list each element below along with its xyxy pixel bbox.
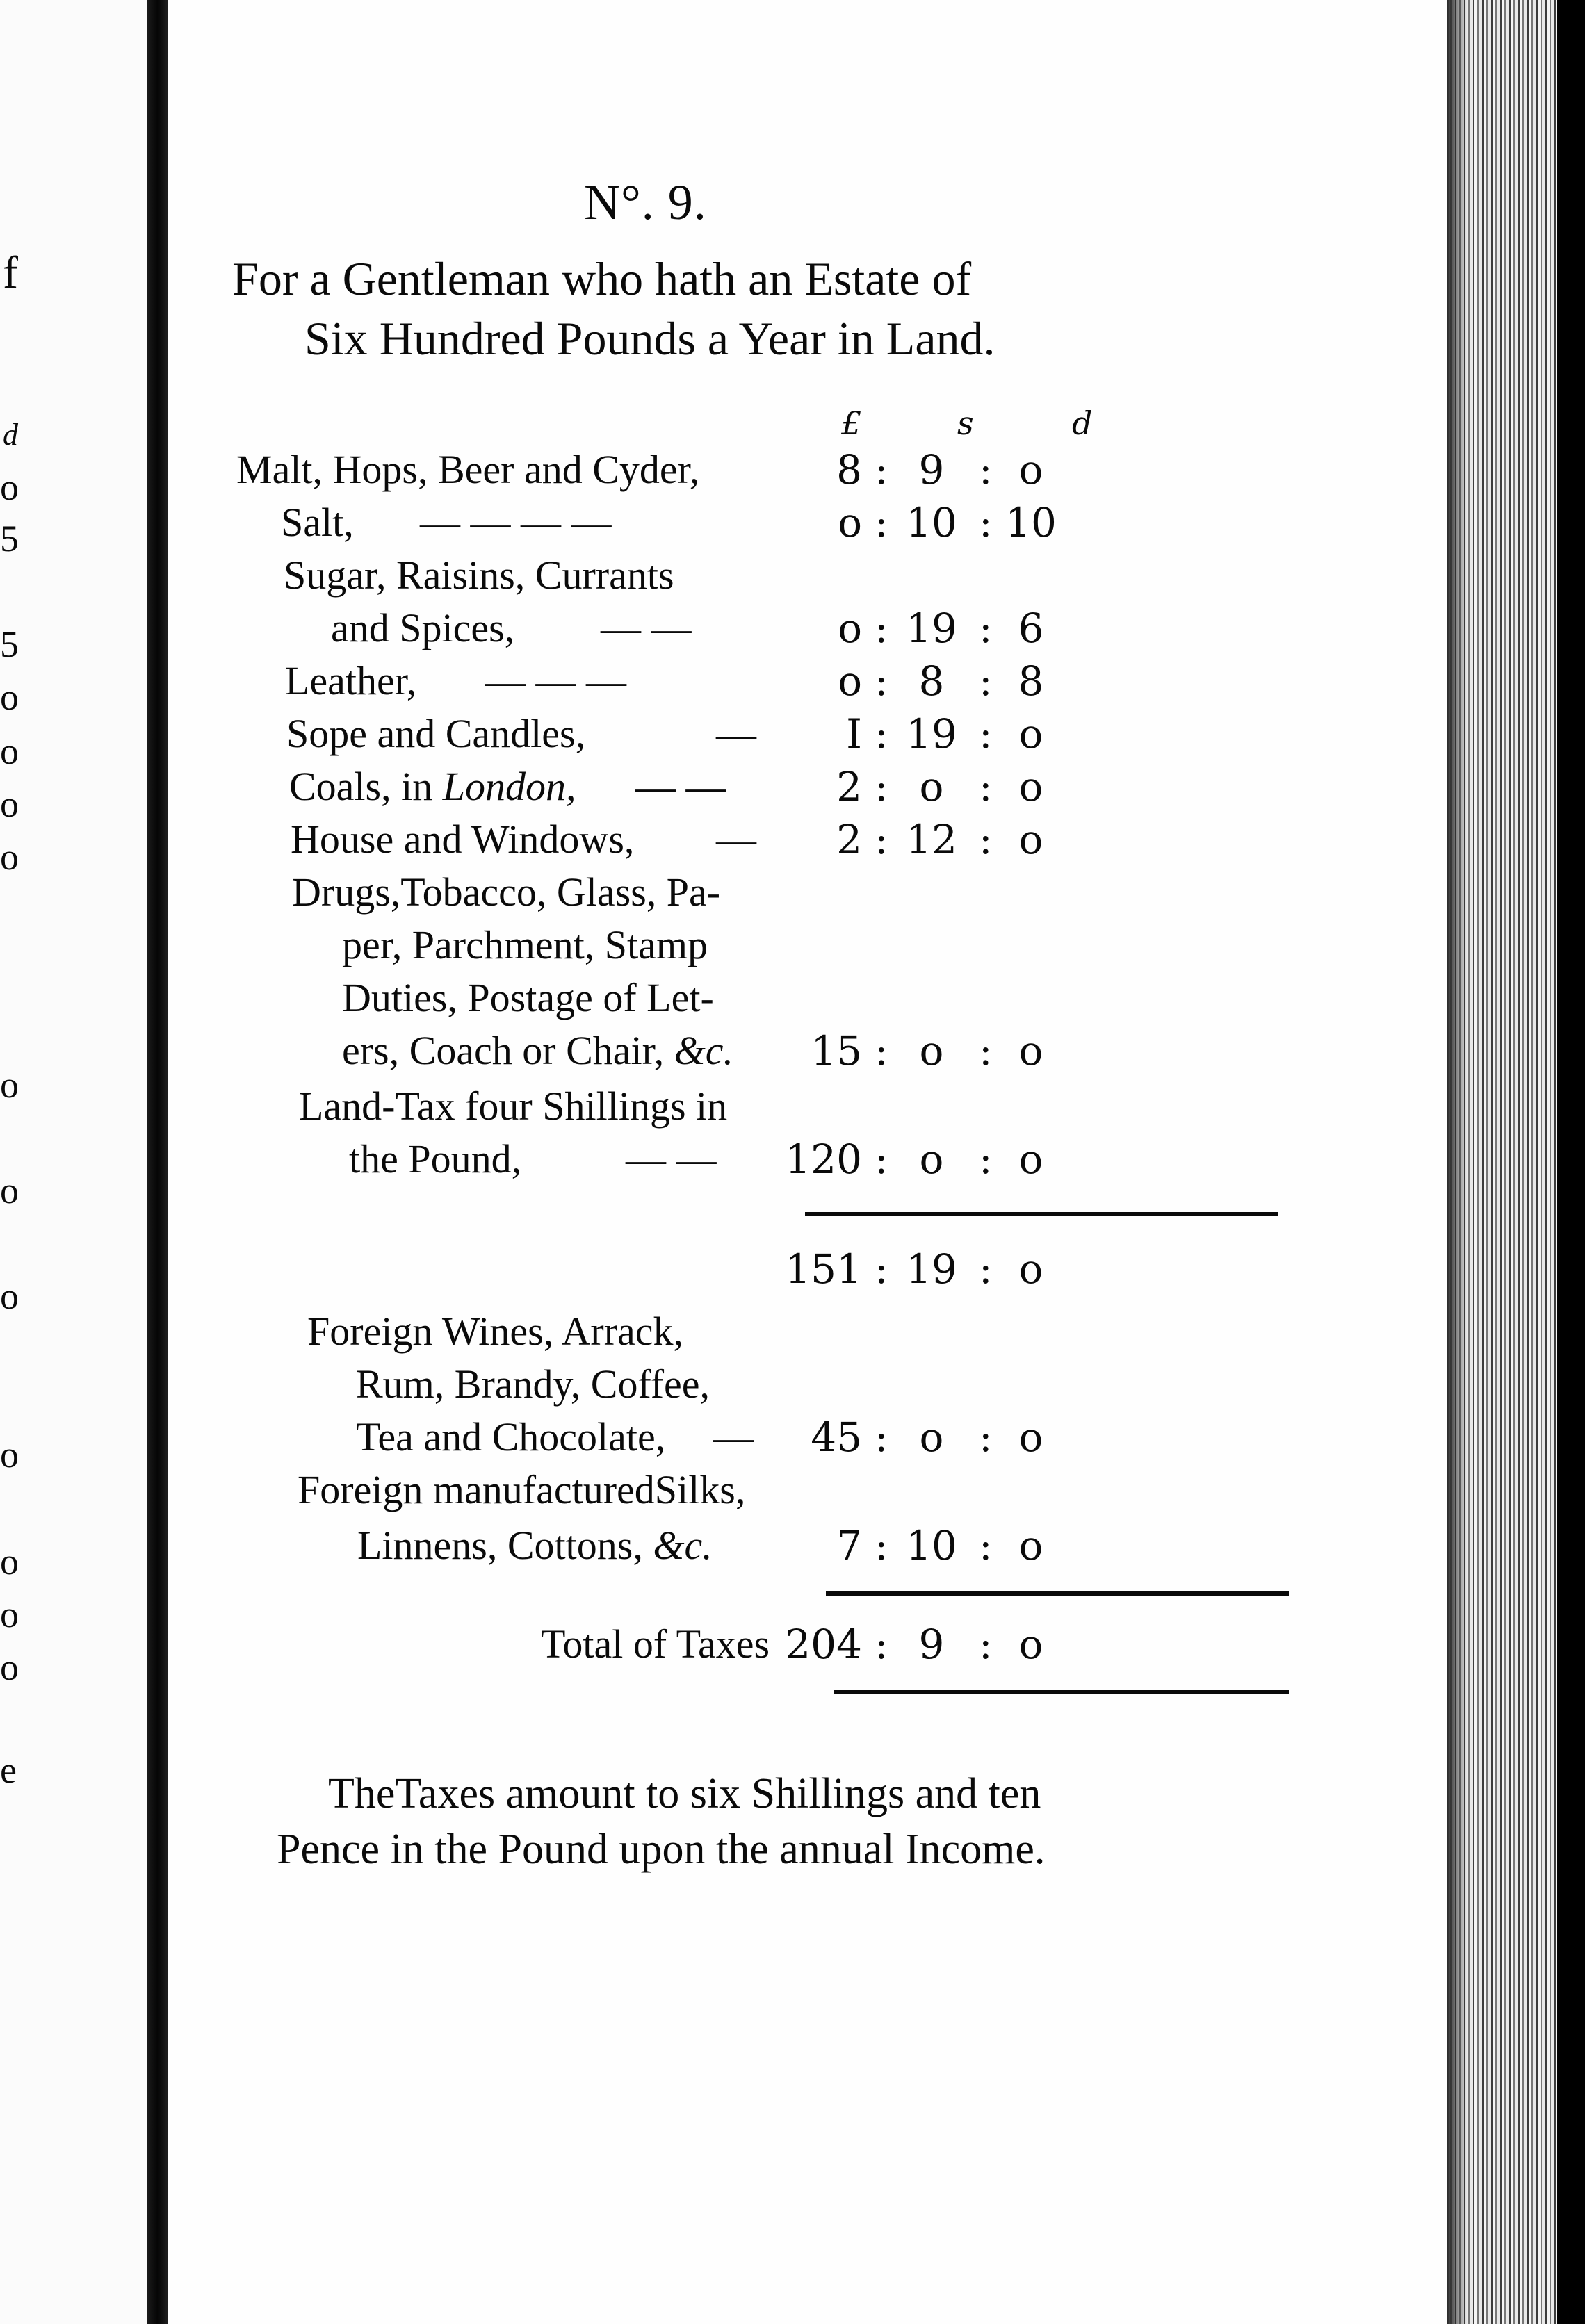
- tax-item-label: House and Windows,: [291, 817, 635, 862]
- amount-separator: :: [979, 1245, 993, 1293]
- facing-page-fragment: o: [0, 466, 19, 508]
- amount-shillings: 19: [906, 1245, 957, 1293]
- amount-pounds: 7: [836, 1522, 862, 1569]
- amount-separator: :: [875, 499, 888, 546]
- tax-item-label-part: Linnens, Cottons,: [357, 1523, 643, 1568]
- etcetera: &c.: [674, 1028, 734, 1073]
- amount-shillings: o: [919, 1027, 944, 1074]
- amount-shillings: o: [919, 1414, 944, 1461]
- edge-background: [1557, 0, 1585, 2324]
- amount-pounds: 2: [836, 763, 862, 810]
- amount-pounds: 204: [785, 1621, 862, 1668]
- tax-item-label: Sope and Candles,: [286, 711, 586, 756]
- amount-pounds: o: [838, 657, 862, 705]
- total-rule-bottom: [834, 1690, 1289, 1694]
- amount-separator: :: [979, 1522, 993, 1569]
- amount-pounds: 45: [811, 1414, 862, 1461]
- tax-item-label: Land-Tax four Shillings in: [299, 1083, 728, 1129]
- tax-item-label: Salt,: [281, 500, 354, 545]
- tax-item-label: Drugs,Tobacco, Glass, Pa-: [292, 869, 721, 915]
- amount-shillings: o: [919, 763, 944, 810]
- amount-shillings: 19: [906, 710, 957, 758]
- leader-dashes: —: [716, 711, 756, 756]
- amount-shillings: 9: [918, 1621, 945, 1668]
- facing-page-fragment: o: [0, 783, 19, 825]
- tax-item-label: Foreign manufacturedSilks,: [298, 1467, 746, 1512]
- tax-item-label: Malt, Hops, Beer and Cyder,: [236, 447, 700, 492]
- amount-separator: :: [979, 816, 993, 863]
- tax-item-label: the Pound,: [349, 1136, 522, 1181]
- amount-separator: :: [875, 1522, 888, 1569]
- amount-pence: o: [1018, 1136, 1043, 1183]
- footer-line-1: TheTaxes amount to six Shillings and ten: [328, 1770, 1041, 1817]
- amount-shillings: 9: [918, 446, 945, 493]
- facing-page-fragment: 5: [0, 623, 19, 665]
- amount-separator: :: [875, 1414, 888, 1461]
- subtotal-rule: [805, 1212, 1278, 1216]
- facing-page-fragment: o: [0, 1434, 19, 1475]
- leader-dashes: — — —: [485, 658, 626, 703]
- amount-separator: :: [875, 605, 888, 652]
- amount-pounds: 151: [785, 1245, 862, 1293]
- amount-separator: :: [979, 1414, 993, 1461]
- amount-pounds: 120: [785, 1136, 862, 1183]
- title-line-2: Six Hundred Pounds a Year in Land.: [304, 312, 995, 365]
- facing-page-fragment: o: [0, 1541, 19, 1582]
- facing-page-fragment: o: [0, 1275, 19, 1317]
- facing-page-fragment: o: [0, 1170, 19, 1211]
- facing-page-fragment: 5: [0, 518, 19, 559]
- amount-separator: :: [875, 657, 888, 705]
- amount-separator: :: [979, 1027, 993, 1074]
- amount-separator: :: [979, 446, 993, 493]
- tax-item-label: Rum, Brandy, Coffee,: [356, 1361, 710, 1407]
- tax-item-label-part: ers, Coach or Chair,: [342, 1028, 665, 1073]
- tax-item-label: Tea and Chocolate,: [356, 1414, 666, 1459]
- tax-item-label: [342, 1027, 733, 1074]
- amount-pounds: 2: [836, 816, 862, 863]
- facing-page-fragment: o: [0, 1594, 19, 1635]
- amount-separator: :: [979, 499, 993, 546]
- facing-page-fragment: o: [0, 1646, 19, 1688]
- amount-separator: :: [875, 763, 888, 810]
- amount-separator: :: [875, 816, 888, 863]
- facing-page-fragment: f: [3, 247, 18, 298]
- leader-dashes: —: [713, 1414, 754, 1459]
- total-rule-top: [826, 1591, 1289, 1596]
- page-number-heading: N°. 9.: [584, 174, 707, 230]
- amount-pence: o: [1018, 1621, 1043, 1668]
- amount-pence: o: [1018, 446, 1043, 493]
- tax-item-label: Duties, Postage of Let-: [342, 975, 714, 1020]
- tax-item-label: Leather,: [285, 658, 417, 703]
- tax-item-label: and Spices,: [331, 605, 515, 650]
- amount-shillings: 10: [906, 499, 957, 546]
- tax-item-label: Sugar, Raisins, Currants: [284, 553, 674, 598]
- amount-pence: o: [1018, 763, 1043, 810]
- amount-separator: :: [875, 1027, 888, 1074]
- amount-separator: :: [875, 1245, 888, 1293]
- column-head-shillings: s: [957, 404, 974, 442]
- column-head-pounds: £: [841, 404, 862, 442]
- amount-pounds: I: [846, 710, 862, 758]
- leader-dashes: — —: [626, 1136, 717, 1181]
- amount-pence: 10: [1005, 499, 1057, 546]
- amount-pence: o: [1018, 1245, 1043, 1293]
- book-page: [168, 0, 1447, 2324]
- facing-page-fragment: o: [0, 836, 19, 878]
- amount-pounds: o: [838, 605, 862, 652]
- facing-page-fragment: e: [0, 1749, 17, 1791]
- leader-dashes: — — — —: [420, 500, 612, 545]
- edge-shadow: [1447, 0, 1468, 2324]
- facing-page-fragment: d: [3, 418, 18, 452]
- tax-item-label: [289, 763, 576, 810]
- total-label: Total of Taxes: [541, 1621, 770, 1667]
- amount-separator: :: [979, 605, 993, 652]
- amount-pence: o: [1018, 1027, 1043, 1074]
- tax-item-label-part: Coals, in: [289, 764, 433, 809]
- amount-separator: :: [875, 1621, 888, 1668]
- amount-separator: :: [979, 657, 993, 705]
- amount-pence: o: [1018, 816, 1043, 863]
- tax-item-label: [357, 1522, 713, 1569]
- etcetera: &c.: [653, 1523, 713, 1568]
- column-head-pence: d: [1072, 404, 1093, 442]
- amount-shillings: 10: [906, 1522, 957, 1569]
- amount-pence: 6: [1018, 605, 1044, 652]
- amount-separator: :: [979, 710, 993, 758]
- amount-pence: 8: [1018, 657, 1044, 705]
- amount-separator: :: [979, 1136, 993, 1183]
- facing-page-edge: [0, 0, 147, 2324]
- amount-separator: :: [979, 763, 993, 810]
- page-block-edge: [1447, 0, 1585, 2324]
- amount-shillings: o: [919, 1136, 944, 1183]
- amount-shillings: 19: [906, 605, 957, 652]
- facing-page-fragment: o: [0, 730, 19, 772]
- amount-separator: :: [875, 1136, 888, 1183]
- footer-line-2: Pence in the Pound upon the annual Income.: [277, 1826, 1046, 1873]
- tax-item-label: Foreign Wines, Arrack,: [307, 1309, 684, 1354]
- facing-page-fragment: o: [0, 676, 19, 718]
- title-line-1: For a Gentleman who hath an Estate of: [232, 252, 972, 305]
- amount-separator: :: [875, 446, 888, 493]
- amount-pence: o: [1018, 710, 1043, 758]
- amount-shillings: 12: [906, 816, 957, 863]
- tax-item-label: per, Parchment, Stamp: [342, 922, 708, 967]
- leader-dashes: — —: [601, 605, 692, 650]
- amount-pence: o: [1018, 1522, 1043, 1569]
- amount-shillings: 8: [918, 657, 945, 705]
- amount-pence: o: [1018, 1414, 1043, 1461]
- amount-pounds: 8: [836, 446, 862, 493]
- leader-dashes: —: [716, 817, 756, 862]
- amount-pounds: 15: [811, 1027, 862, 1074]
- amount-pounds: o: [838, 499, 862, 546]
- leader-dashes: — —: [635, 764, 726, 809]
- book-gutter: [147, 0, 168, 2324]
- place-name-london: London,: [442, 764, 576, 809]
- facing-page-fragment: o: [0, 1064, 19, 1106]
- amount-separator: :: [875, 710, 888, 758]
- amount-separator: :: [979, 1621, 993, 1668]
